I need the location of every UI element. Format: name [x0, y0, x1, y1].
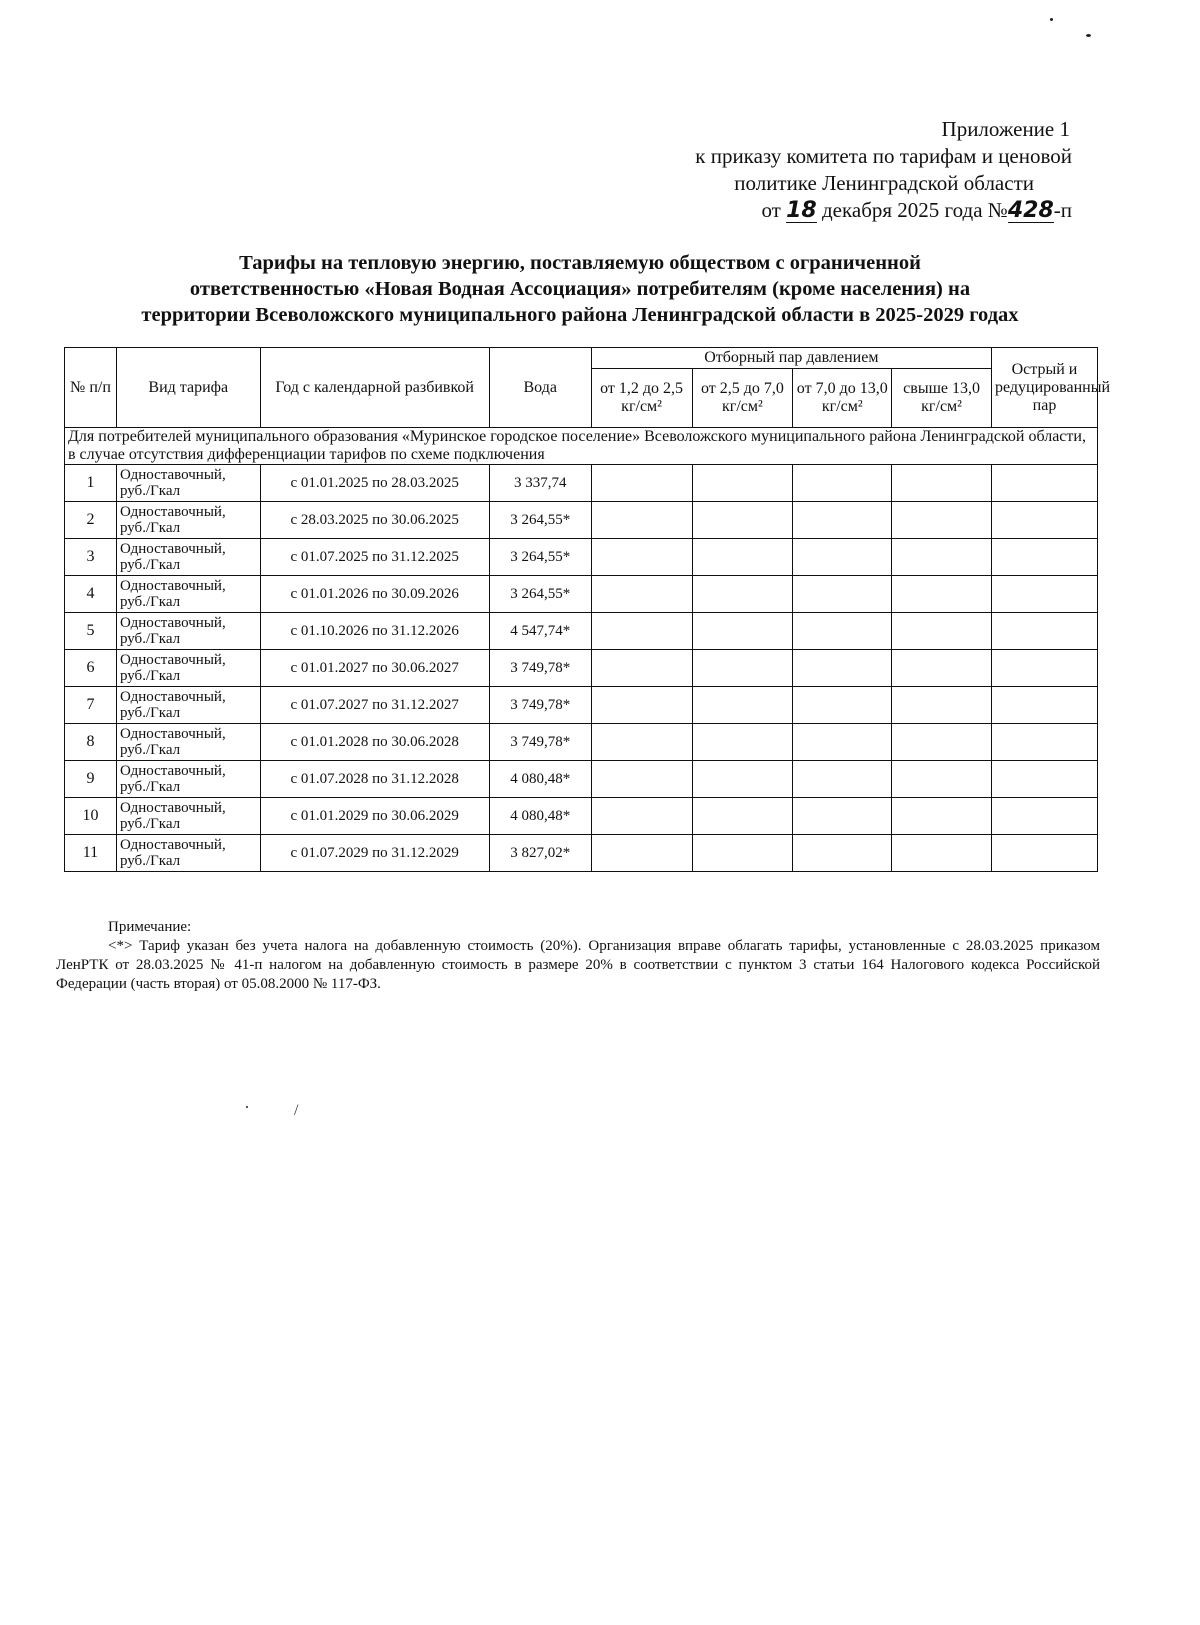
table-row	[65, 835, 1098, 872]
steam-above-13-0-cell	[892, 724, 992, 761]
reduced-steam-cell	[991, 687, 1097, 724]
row-number: 1	[65, 465, 117, 502]
water-tariff-cell: 3 264,55*	[489, 502, 591, 539]
annex-date-line	[612, 197, 1072, 224]
annex-line-2: к приказу комитета по тарифам и ценовой	[695, 144, 1072, 168]
table-row	[65, 576, 1098, 613]
steam-above-13-0-cell	[892, 539, 992, 576]
steam-7-0-to-13-0-cell	[793, 798, 892, 835]
steam-7-0-to-13-0-cell	[793, 502, 892, 539]
steam-2-5-to-7-0-cell	[692, 761, 793, 798]
period-cell: с 01.10.2026 по 31.12.2026	[260, 613, 489, 650]
period-cell: с 01.07.2025 по 31.12.2025	[260, 539, 489, 576]
period-cell: с 01.01.2028 по 30.06.2028	[260, 724, 489, 761]
tariff-kind-cell: Одноставочный, руб./Гкал	[116, 502, 260, 539]
tariff-kind-cell: Одноставочный, руб./Гкал	[116, 465, 260, 502]
header-reduced-steam: Острый и редуцированный пар	[991, 348, 1097, 428]
row-number: 7	[65, 687, 117, 724]
steam-1-2-to-2-5-cell	[591, 465, 692, 502]
reduced-steam-cell	[991, 798, 1097, 835]
steam-2-5-to-7-0-cell	[692, 576, 793, 613]
reduced-steam-cell	[991, 465, 1097, 502]
steam-above-13-0-cell	[892, 835, 992, 872]
steam-2-5-to-7-0-cell	[692, 613, 793, 650]
row-number: 4	[65, 576, 117, 613]
steam-above-13-0-cell	[892, 502, 992, 539]
period-cell: с 01.01.2027 по 30.06.2027	[260, 650, 489, 687]
row-number: 9	[65, 761, 117, 798]
water-tariff-cell: 3 749,78*	[489, 687, 591, 724]
water-tariff-cell: 4 080,48*	[489, 798, 591, 835]
header-water: Вода	[489, 348, 591, 428]
table-row	[65, 687, 1098, 724]
header-steam-7-0-to-13-0: от 7,0 до 13,0 кг/см²	[793, 369, 892, 428]
water-tariff-cell: 3 749,78*	[489, 724, 591, 761]
steam-2-5-to-7-0-cell	[692, 687, 793, 724]
water-tariff-cell: 3 337,74	[489, 465, 591, 502]
document-title	[60, 250, 1100, 328]
tariff-kind-cell: Одноставочный, руб./Гкал	[116, 835, 260, 872]
tariff-kind-cell: Одноставочный, руб./Гкал	[116, 650, 260, 687]
steam-7-0-to-13-0-cell	[793, 835, 892, 872]
steam-above-13-0-cell	[892, 687, 992, 724]
row-number: 3	[65, 539, 117, 576]
steam-2-5-to-7-0-cell	[692, 650, 793, 687]
steam-7-0-to-13-0-cell	[793, 539, 892, 576]
steam-1-2-to-2-5-cell	[591, 724, 692, 761]
period-cell: с 01.01.2026 по 30.09.2026	[260, 576, 489, 613]
header-tariff-kind: Вид тарифа	[116, 348, 260, 428]
row-number: 10	[65, 798, 117, 835]
tariff-kind-cell: Одноставочный, руб./Гкал	[116, 576, 260, 613]
steam-1-2-to-2-5-cell	[591, 761, 692, 798]
period-cell: с 01.07.2027 по 31.12.2027	[260, 687, 489, 724]
steam-1-2-to-2-5-cell	[591, 650, 692, 687]
group-note: Для потребителей муниципального образования «Муринское городское поселение» Всеволожского муниципального района Ленинградской области, в случае отсутствия дифференциации тарифов по схеме подключения	[65, 428, 1098, 465]
reduced-steam-cell	[991, 613, 1097, 650]
steam-7-0-to-13-0-cell	[793, 576, 892, 613]
steam-above-13-0-cell	[892, 798, 992, 835]
row-number: 6	[65, 650, 117, 687]
steam-1-2-to-2-5-cell	[591, 613, 692, 650]
scan-speck	[246, 1106, 248, 1108]
steam-2-5-to-7-0-cell	[692, 724, 793, 761]
header-steam-2-5-to-7-0: от 2,5 до 7,0 кг/см²	[692, 369, 793, 428]
order-suffix: -п	[1053, 198, 1072, 222]
tariff-kind-cell: Одноставочный, руб./Гкал	[116, 798, 260, 835]
water-tariff-cell: 4 547,74*	[489, 613, 591, 650]
tariff-kind-cell: Одноставочный, руб./Гкал	[116, 539, 260, 576]
scan-speck	[1050, 18, 1053, 21]
tariff-table	[64, 347, 1111, 872]
date-prefix: от	[761, 198, 781, 222]
steam-above-13-0-cell	[892, 613, 992, 650]
table-row	[65, 613, 1098, 650]
steam-above-13-0-cell	[892, 465, 992, 502]
row-number: 8	[65, 724, 117, 761]
table-row	[65, 539, 1098, 576]
reduced-steam-cell	[991, 650, 1097, 687]
table-row	[65, 502, 1098, 539]
reduced-steam-cell	[991, 539, 1097, 576]
notes-section	[56, 918, 1100, 994]
title-line-1: Тарифы на тепловую энергию, поставляемую обществом с ограниченной	[239, 252, 921, 274]
period-cell: с 01.07.2029 по 31.12.2029	[260, 835, 489, 872]
water-tariff-cell: 4 080,48*	[489, 761, 591, 798]
water-tariff-cell: 3 749,78*	[489, 650, 591, 687]
steam-1-2-to-2-5-cell	[591, 835, 692, 872]
steam-7-0-to-13-0-cell	[793, 465, 892, 502]
row-number: 11	[65, 835, 117, 872]
steam-7-0-to-13-0-cell	[793, 761, 892, 798]
reduced-steam-cell	[991, 502, 1097, 539]
title-line-3: территории Всеволожского муниципального района Ленинградской области в 2025-2029 годах	[141, 304, 1019, 326]
table-row	[65, 761, 1098, 798]
steam-1-2-to-2-5-cell	[591, 539, 692, 576]
table-row	[65, 724, 1098, 761]
steam-1-2-to-2-5-cell	[591, 502, 692, 539]
header-no: № п/п	[65, 348, 117, 428]
notes-heading: Примечание:	[108, 919, 192, 935]
steam-1-2-to-2-5-cell	[591, 576, 692, 613]
steam-2-5-to-7-0-cell	[692, 465, 793, 502]
table-row	[65, 465, 1098, 502]
reduced-steam-cell	[991, 724, 1097, 761]
reduced-steam-cell	[991, 576, 1097, 613]
water-tariff-cell: 3 264,55*	[489, 576, 591, 613]
handwritten-day: 18	[786, 198, 817, 223]
header-period: Год с календарной разбивкой	[260, 348, 489, 428]
steam-2-5-to-7-0-cell	[692, 502, 793, 539]
scan-speck	[1086, 34, 1091, 37]
steam-2-5-to-7-0-cell	[692, 835, 793, 872]
steam-above-13-0-cell	[892, 761, 992, 798]
handwritten-order-number: 428	[1007, 198, 1054, 223]
row-number: 2	[65, 502, 117, 539]
row-number: 5	[65, 613, 117, 650]
annex-line-1: Приложение 1	[941, 117, 1070, 141]
header-steam-group: Отборный пар давлением	[591, 348, 991, 369]
steam-above-13-0-cell	[892, 650, 992, 687]
steam-7-0-to-13-0-cell	[793, 724, 892, 761]
steam-7-0-to-13-0-cell	[793, 613, 892, 650]
period-cell: с 01.01.2025 по 28.03.2025	[260, 465, 489, 502]
steam-7-0-to-13-0-cell	[793, 650, 892, 687]
steam-1-2-to-2-5-cell	[591, 798, 692, 835]
steam-2-5-to-7-0-cell	[692, 798, 793, 835]
table-row	[65, 650, 1098, 687]
date-rest: декабря 2025 года №	[821, 198, 1008, 222]
tariff-kind-cell: Одноставочный, руб./Гкал	[116, 761, 260, 798]
steam-7-0-to-13-0-cell	[793, 687, 892, 724]
table-row	[65, 798, 1098, 835]
scan-mark: /	[294, 1102, 299, 1119]
period-cell: с 01.01.2029 по 30.06.2029	[260, 798, 489, 835]
period-cell: с 28.03.2025 по 30.06.2025	[260, 502, 489, 539]
steam-1-2-to-2-5-cell	[591, 687, 692, 724]
tariff-kind-cell: Одноставочный, руб./Гкал	[116, 724, 260, 761]
steam-2-5-to-7-0-cell	[692, 539, 793, 576]
steam-above-13-0-cell	[892, 576, 992, 613]
annex-line-3: политике Ленинградской области	[734, 171, 1034, 195]
water-tariff-cell: 3 827,02*	[489, 835, 591, 872]
tariff-kind-cell: Одноставочный, руб./Гкал	[116, 687, 260, 724]
reduced-steam-cell	[991, 761, 1097, 798]
header-steam-1-2-to-2-5: от 1,2 до 2,5 кг/см²	[591, 369, 692, 428]
notes-text: <*> Тариф указан без учета налога на добавленную стоимость (20%). Организация вправе облагать тарифы, установленные с 28.03.2025 приказом ЛенРТК от 28.03.2025 № 41-п налогом на добавленную стоимость в размере 20% в соответствии с пунктом 3 статьи 164 Налогового кодекса Российской Федерации (часть вторая) от 05.08.2000 № 117-ФЗ.	[56, 938, 1100, 992]
header-steam-above-13-0: свыше 13,0 кг/см²	[892, 369, 992, 428]
reduced-steam-cell	[991, 835, 1097, 872]
period-cell: с 01.07.2028 по 31.12.2028	[260, 761, 489, 798]
tariff-kind-cell: Одноставочный, руб./Гкал	[116, 613, 260, 650]
water-tariff-cell: 3 264,55*	[489, 539, 591, 576]
annex-header	[612, 116, 1072, 224]
title-line-2: ответственностью «Новая Водная Ассоциация» потребителям (кроме населения) на	[189, 278, 971, 300]
